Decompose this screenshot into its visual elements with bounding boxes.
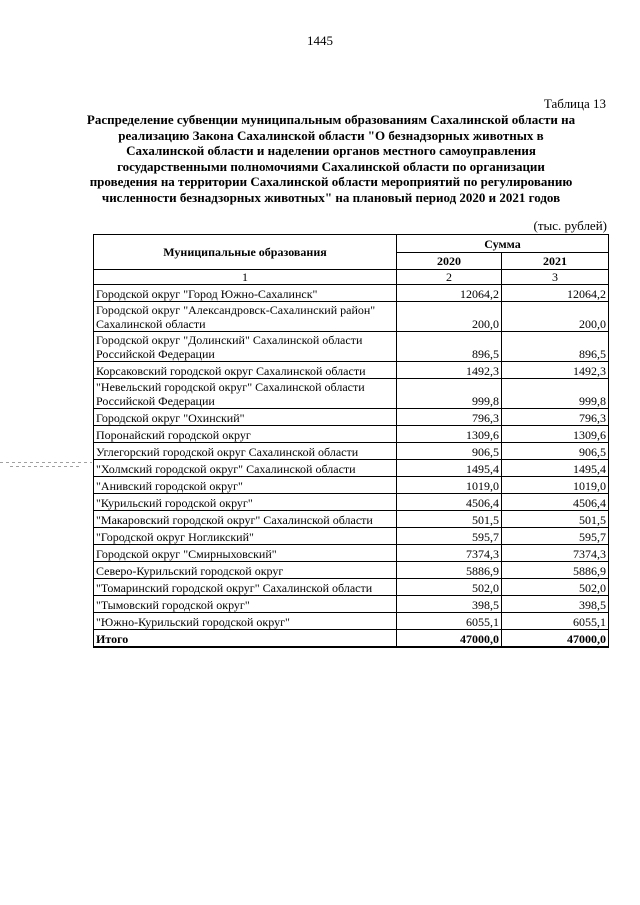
column-index-3: 3 [502,270,609,285]
amount-2020: 501,5 [397,511,502,528]
amount-2020: 1495,4 [397,460,502,477]
amount-2020: 4506,4 [397,494,502,511]
total-label: Итого [94,630,397,648]
table-row [94,528,609,545]
municipality-name: Городской округ "Долинский" Сахалинской области Российской Федерации [94,332,397,362]
municipality-name: "Томаринский городской округ" Сахалинской области [94,579,397,596]
amount-2021: 999,8 [502,379,609,409]
table-row [94,511,609,528]
municipality-name: Городской округ "Охинский" [94,409,397,426]
table-row [94,302,609,332]
municipality-name: Городской округ "Александровск-Сахалинский район" Сахалинской области [94,302,397,332]
municipality-name: "Южно-Курильский городской округ" [94,613,397,630]
scan-artifact [10,466,80,467]
table-row [94,426,609,443]
subsidy-table [93,234,609,648]
page-number: 1445 [307,33,333,48]
amount-2020: 7374,3 [397,545,502,562]
amount-2021: 398,5 [502,596,609,613]
amount-2021: 796,3 [502,409,609,426]
table-label: Таблица 13 [543,96,606,111]
table-row [94,443,609,460]
amount-2021: 4506,4 [502,494,609,511]
municipality-name: "Городской округ Ногликский" [94,528,397,545]
amount-2021: 502,0 [502,579,609,596]
table-row [94,460,609,477]
table-row [94,379,609,409]
amount-2021: 896,5 [502,332,609,362]
amount-2021: 906,5 [502,443,609,460]
amount-2021: 1495,4 [502,460,609,477]
amount-2021: 1019,0 [502,477,609,494]
amount-2020: 999,8 [397,379,502,409]
municipality-name: Городской округ "Город Южно-Сахалинск" [94,285,397,302]
table-row [94,285,609,302]
document-title: Распределение субвенции муниципальным образованиям Сахалинской области на реализацию Закона Сахалинской области "О безнадзорных животных в Сахалинской области и наделении органов местного самоуправления государственными полномочиями Сахалинской области по организации проведения на территории Сахалинской области мероприятий по регулированию численности безнадзорных животных" на плановый период 2020 и 2021 годов [86,112,576,205]
amount-2021: 1492,3 [502,362,609,379]
amount-2021: 12064,2 [502,285,609,302]
municipality-name: Корсаковский городской округ Сахалинской области [94,362,397,379]
table-row [94,545,609,562]
total-2020: 47000,0 [397,630,502,648]
amount-2021: 1309,6 [502,426,609,443]
amount-2020: 1492,3 [397,362,502,379]
municipality-name: Городской округ "Смирныховский" [94,545,397,562]
municipality-name: "Анивский городской округ" [94,477,397,494]
total-2021: 47000,0 [502,630,609,648]
total-row [94,630,609,648]
amount-2020: 6055,1 [397,613,502,630]
municipality-name: "Макаровский городской округ" Сахалинской области [94,511,397,528]
amount-2020: 398,5 [397,596,502,613]
municipality-name: "Невельский городской округ" Сахалинской области Российской Федерации [94,379,397,409]
sum-column-header: Сумма [397,235,609,253]
municipality-name: Поронайский городской округ [94,426,397,443]
amount-2021: 200,0 [502,302,609,332]
table-row [94,579,609,596]
year-2021-header: 2021 [502,253,609,270]
column-index-2: 2 [397,270,502,285]
municipality-name: Северо-Курильский городской округ [94,562,397,579]
amount-2020: 200,0 [397,302,502,332]
municipality-name: "Холмский городской округ" Сахалинской области [94,460,397,477]
units-label: (тыс. рублей) [533,218,607,233]
amount-2020: 5886,9 [397,562,502,579]
municipality-name: "Тымовский городской округ" [94,596,397,613]
amount-2020: 796,3 [397,409,502,426]
table-row [94,409,609,426]
column-index-1: 1 [94,270,397,285]
amount-2020: 1309,6 [397,426,502,443]
table-row [94,362,609,379]
amount-2021: 7374,3 [502,545,609,562]
amount-2021: 6055,1 [502,613,609,630]
table-row [94,332,609,362]
amount-2020: 906,5 [397,443,502,460]
amount-2020: 595,7 [397,528,502,545]
table-row [94,494,609,511]
municipality-name: "Курильский городской округ" [94,494,397,511]
amount-2020: 896,5 [397,332,502,362]
amount-2021: 501,5 [502,511,609,528]
table-row [94,596,609,613]
amount-2021: 5886,9 [502,562,609,579]
amount-2021: 595,7 [502,528,609,545]
year-2020-header: 2020 [397,253,502,270]
municipality-column-header: Муниципальные образования [94,235,397,270]
amount-2020: 12064,2 [397,285,502,302]
table-row [94,562,609,579]
table-row [94,477,609,494]
municipality-name: Углегорский городской округ Сахалинской области [94,443,397,460]
scan-artifact [0,462,92,463]
amount-2020: 1019,0 [397,477,502,494]
subsidy-table-wrapper [93,234,608,648]
amount-2020: 502,0 [397,579,502,596]
table-row [94,613,609,630]
